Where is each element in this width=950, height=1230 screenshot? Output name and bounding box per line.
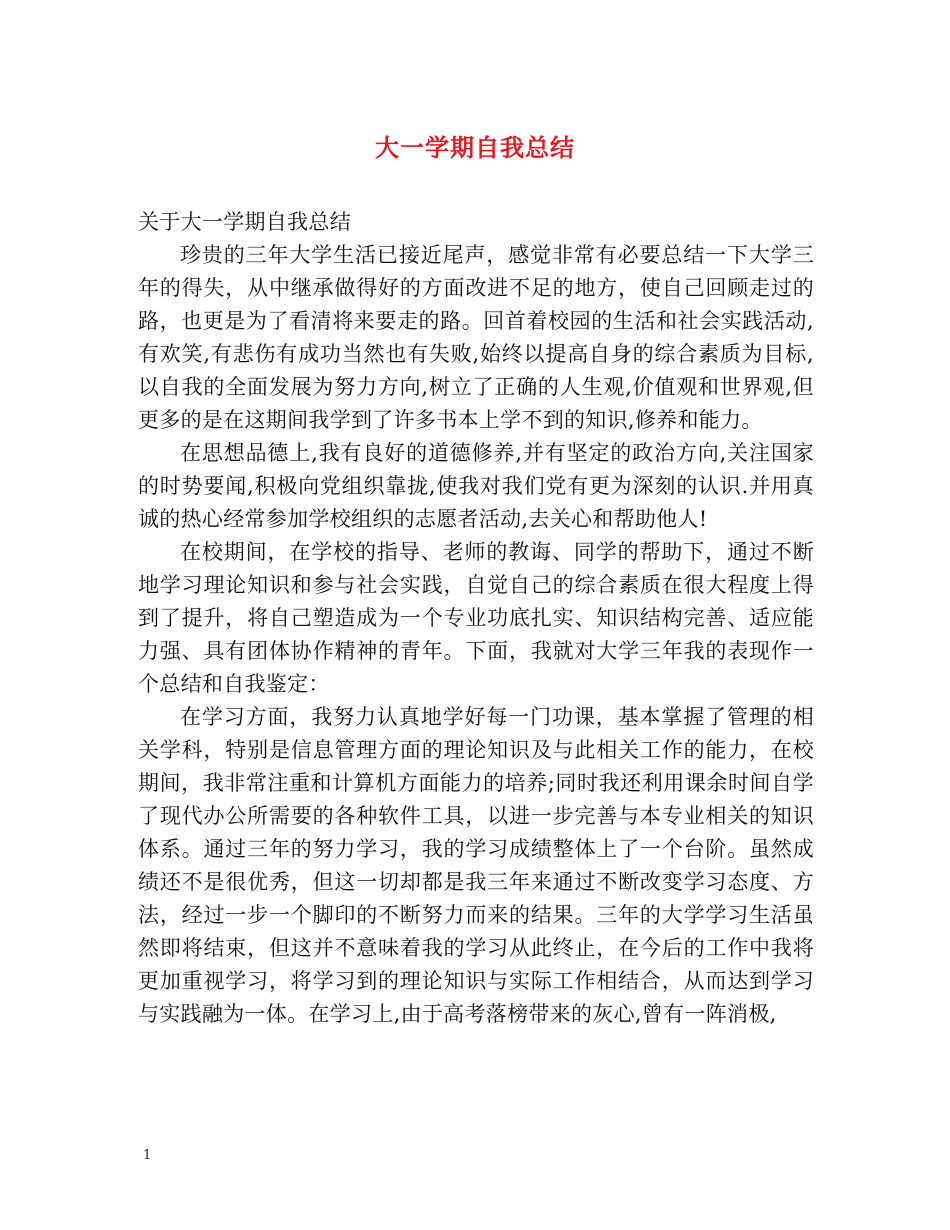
document-body: [138, 206, 814, 1031]
page-number: 1: [143, 1148, 152, 1163]
paragraph-growth: 在校期间，在学校的指导、老师的教诲、同学的帮助下，通过不断地学习理论知识和参与社会实践，自觉自己的综合素质在很大程度上得到了提升，将自己塑造成为一个专业功底扎实、知识结构完善、适应能力强、具有团体协作精神的青年。下面，我就对大学三年我的表现作一个总结和自我鉴定：: [138, 540, 814, 696]
paragraph-intro: 珍贵的三年大学生活已接近尾声，感觉非常有必要总结一下大学三年的得失，从中继承做得好的方面改进不足的地方，使自己回顾走过的路，也更是为了看清将来要走的路。回首着校园的生活和社会实践活动,有欢笑,有悲伤有成功当然也有失败,始终以提高自身的综合素质为目标,以自我的全面发展为努力方向,树立了正确的人生观,价值观和世界观,但更多的是在这期间我学到了许多书本上学不到的知识,修养和能力。: [138, 243, 814, 432]
paragraph-moral: 在思想品德上,我有良好的道德修养,并有坚定的政治方向,关注国家的时势要闻,积极向党组织靠拢,使我对我们党有更为深刻的认识.并用真诚的热心经常参加学校组织的志愿者活动,去关心和帮助他人!: [138, 441, 814, 531]
document-title: 大一学期自我总结: [375, 133, 575, 162]
paragraph-study: 在学习方面，我努力认真地学好每一门功课，基本掌握了管理的相关学科，特别是信息管理方面的理论知识及与此相关工作的能力，在校期间，我非常注重和计算机方面能力的培养;同时我还利用课余时间自学了现代办公所需要的各种软件工具，以进一步完善与本专业相关的知识体系。通过三年的努力学习，我的学习成绩整体上了一个台阶。虽然成绩还不是很优秀，但这一切却都是我三年来通过不断改变学习态度、方法，经过一步一个脚印的不断努力而来的结果。三年的大学学习生活虽然即将结束，但这并不意味着我的学习从此终止，在今后的工作中我将更加重视学习，将学习到的理论知识与实际工作相结合，从而达到学习与实践融为一体。在学习上,由于高考落榜带来的灰心,曾有一阵消极,: [138, 705, 814, 1026]
document-subtitle: 关于大一学期自我总结: [138, 210, 351, 234]
